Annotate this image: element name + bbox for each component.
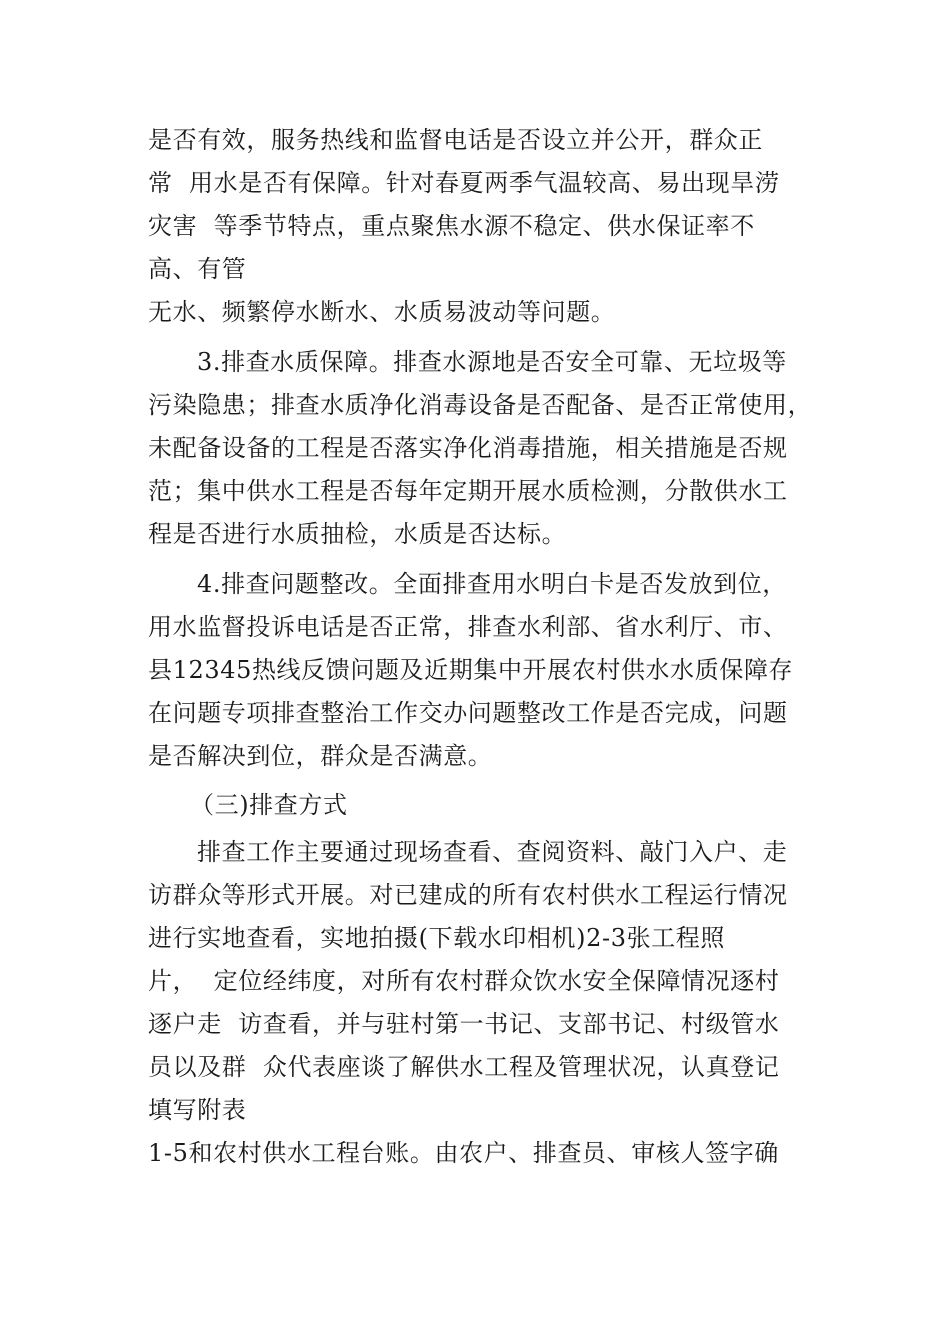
text-line: 高、有管 xyxy=(148,255,247,283)
text-line: 排查工作主要通过现场查看、查阅资料、敲门入户、走 xyxy=(197,838,788,866)
paragraph-heading-4: 4.排查问题整改。全面排查用水明白卡是否发放到位， xyxy=(197,570,787,598)
text-line: 逐户走 访查看，并与驻村第一书记、支部书记、村级管水 xyxy=(148,1010,780,1038)
text-line: 1-5和农村供水工程台账。由农户、排查员、审核人签字确 xyxy=(148,1139,779,1167)
text-line: 在问题专项排查整治工作交办问题整改工作是否完成，问题 xyxy=(148,699,788,727)
section-heading: （三)排查方式 xyxy=(190,791,348,819)
text-line: 用水监督投诉电话是否正常，排查水利部、省水利厅、市、 xyxy=(148,613,788,641)
text-line: 填写附表 xyxy=(148,1096,247,1124)
text-line: 员以及群 众代表座谈了解供水工程及管理状况，认真登记 xyxy=(148,1053,780,1081)
text-line: 是否解决到位，群众是否满意。 xyxy=(148,742,493,770)
paragraph-heading-3: 3.排查水质保障。排查水源地是否安全可靠、无垃圾等 xyxy=(197,348,787,376)
text-line: 县12345热线反馈问题及近期集中开展农村供水水质保障存 xyxy=(148,656,794,684)
text-line: 灾害 等季节特点，重点聚焦水源不稳定、供水保证率不 xyxy=(148,212,755,240)
text-line: 程是否进行水质抽检，水质是否达标。 xyxy=(148,520,567,548)
text-line: 常 用水是否有保障。针对春夏两季气温较高、易出现旱涝 xyxy=(148,169,780,197)
text-line: 进行实地查看，实地拍摄(下载水印相机)2-3张工程照 xyxy=(148,924,725,952)
text-line: 未配备设备的工程是否落实净化消毒措施，相关措施是否规 xyxy=(148,434,788,462)
text-line: 范；集中供水工程是否每年定期开展水质检测，分散供水工 xyxy=(148,477,788,505)
text-line: 访群众等形式开展。对已建成的所有农村供水工程运行情况 xyxy=(148,881,788,909)
text-line: 片， 定位经纬度，对所有农村群众饮水安全保障情况逐村 xyxy=(148,967,780,995)
text-line: 是否有效，服务热线和监督电话是否设立并公开，群众正 xyxy=(148,126,763,154)
text-line: 污染隐患；排查水质净化消毒设备是否配备、是否正常使用， xyxy=(148,391,813,419)
text-line: 无水、频繁停水断水、水质易波动等问题。 xyxy=(148,298,616,326)
